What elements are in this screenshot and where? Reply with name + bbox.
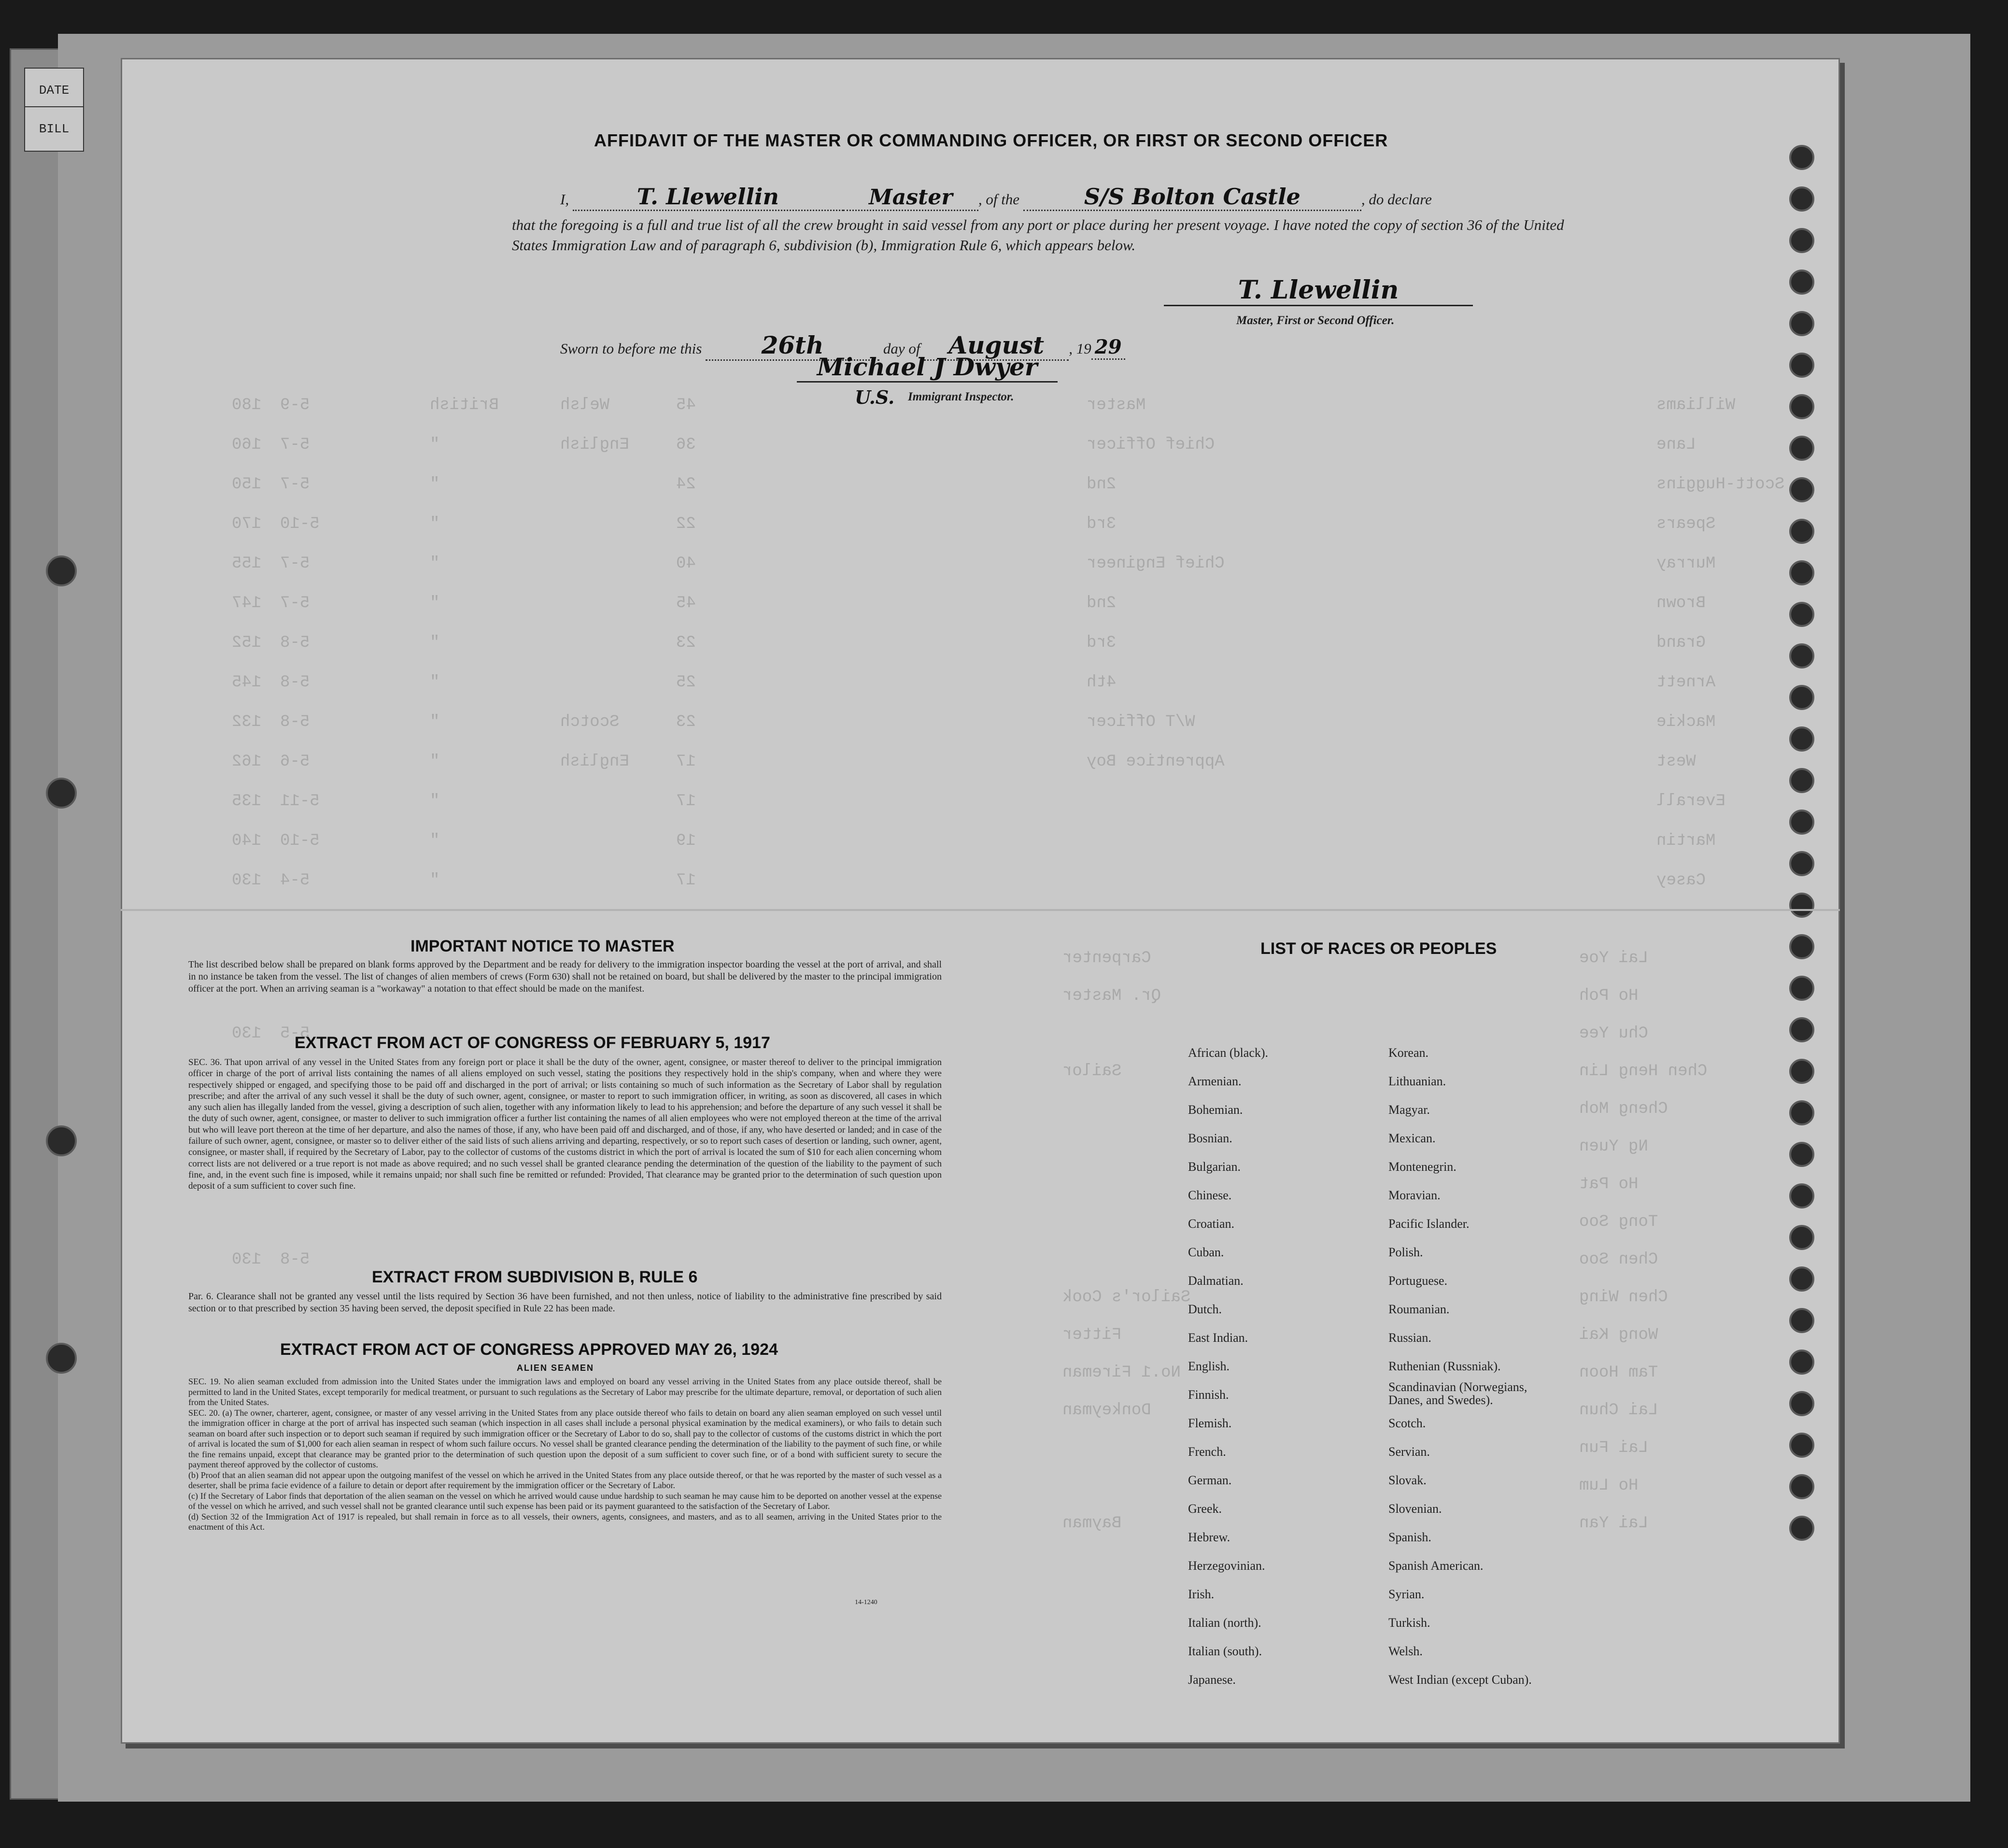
bleed-through-rank: Sailor [1062,1062,1122,1080]
bleed-through-name: Chen Wing [1579,1288,1668,1307]
race-item: Scotch. [1388,1416,1426,1430]
binding-hole [1789,1391,1814,1416]
bleed-through-ht: 5-9 [280,396,310,414]
bleed-through-age: 45 [676,396,696,414]
inspector-caption: Immigrant Inspector. [908,390,1014,403]
bleed-through-country: " [430,673,440,692]
binding-hole [1789,560,1814,585]
race-item: East Indian. [1188,1331,1248,1345]
bleed-through-country: " [430,515,440,533]
bleed-through-wt: 170 [232,515,262,533]
bleed-through-ht: 5-7 [280,554,310,573]
bleed-through-name: Ho Lum [1579,1477,1639,1495]
bleed-through-name: Casey [1656,871,1706,890]
race-item: Greek. [1188,1502,1222,1516]
binding-hole [1789,643,1814,668]
bleed-through-country: " [430,436,440,454]
binding-hole [1789,893,1814,918]
race-item: Armenian. [1188,1074,1242,1088]
manifest-page [121,58,1840,1744]
punch-hole [46,555,77,586]
binding-hole [1789,602,1814,627]
bleed-through-name: Chen Soo [1579,1251,1658,1269]
binding-hole [1789,228,1814,253]
bleed-through-name: Everall [1656,792,1725,810]
race-item: Bulgarian. [1188,1160,1241,1174]
bleed-through-rank: 2nd [1087,594,1117,612]
sec19-text: SEC. 19. No alien seaman excluded from admission into the United States under the immigration laws and employed on board any vessel arriving in the United States from any place outside thereof, shall be permitted to land in the United States, except temporarily for medical treatment, or pursuant to such regulations as the Secretary of Labor may prescribe for the ultimate departure, removal, or deportation of such alien from the United States. [188,1377,942,1407]
race-item: Roumanian. [1388,1302,1450,1316]
rank-handwritten: Master [843,185,978,211]
race-item: West Indian (except Cuban). [1388,1673,1532,1687]
binding-hole [1789,1100,1814,1125]
race-item: Ruthenian (Russniak). [1388,1359,1501,1373]
binding-hole [1789,145,1814,170]
bleed-through-ht: 5-10 [280,515,320,533]
bleed-through-ht: 5-7 [280,594,310,612]
day-handwritten: 26th [706,331,879,361]
race-item: Lithuanian. [1388,1074,1446,1088]
extract-1917-text: SEC. 36. That upon arrival of any vessel in the United States from any foreign port or place it shall be the duty of the owner, agent, consignee, or master thereof to deliver to the principal immigration officer in charge of the port of arrival lists containing the names of all aliens employed on such vessel, stating the positions they respectively hold in the ship's company, when and where they were respectively shipped or engaged, and specifying those to be paid off and discharged in the port of arrival; or lists containing so much of such information as the Secretary of Labor shall by regulation prescribe; and after the arrival of any such vessel it shall be the duty of such owner, agent, consignee, or master to report to such immigration officer, in writing, as soon as discovered, all cases in which any such alien has illegally landed from the vessel, giving a description of such alien, together with any information likely to lead to his apprehension; and before the departure of any such vessel it shall be the duty of such owner, agent, consignee, or master to deliver to such immigration officer a further list containing the names of all alien employees who were not employed thereon at the time of the arrival but who will leave port thereon at the time of her departure, and also the names of those, if any, who have been paid off and discharged, and of those, if any, who have deserted or landed; and in case of the failure of such owner, agent, consignee, or master so to deliver either of the said lists of such aliens arriving and departing, respectively, or so to report such cases of desertion or landing, such owner, agent, consignee, or master shall, if required by the Secretary of Labor, pay to the collector of customs of the customs district in which the port of arrival is located the sum of $10 for each alien concerning whom correct lists are not delivered or a true report is not made as above required; and no such vessel shall be granted clearance pending the determination of the question of the liability to the payment of such fine, and, in the event such fine is imposed, while it remains unpaid; nor shall such fine be remitted or refunded: Provided, That clearance may be granted prior to the determination of such question upon deposit of a sum sufficient to cover such fine. [188,1057,942,1192]
binding-hole [1789,1225,1814,1250]
bleed-through-age: 40 [676,554,696,573]
bleed-through-age: 45 [676,594,696,612]
bleed-through-rank: 2nd [1087,475,1117,494]
binding-hole [1789,436,1814,461]
bleed-through-age: 19 [676,832,696,850]
bleed-through-name: Tam Hoon [1579,1364,1658,1382]
bleed-through-ht: 5-5 [280,1024,310,1043]
notice-text: The list described below shall be prepared on blank forms approved by the Department and be ready for delivery to the immigration inspector boarding the vessel at the port of arrival, and shall in no instance be taken from the vessel. The list of changes of alien members of crews (Form 630) shall not be retained on board, but shall be delivered by the master to the principal immigration officer at the port. When an arriving seaman is a "workaway" a notation to that effect should be made on the manifest. [188,959,942,994]
sworn-prefix: Sworn to before me this [560,340,702,357]
bleed-through-wt: 180 [232,396,262,414]
bleed-through-nat: English [560,753,629,771]
race-item: Mexican. [1388,1131,1436,1145]
bleed-through-wt: 150 [232,475,262,494]
bleed-through-ht: 5-8 [280,713,310,731]
extract-rule6-text: Par. 6. Clearance shall not be granted any vessel until the lists required by Section 36 have been furnished, and not then unless, notice of liability to the administrative fine prescribed by said section or to that prescribed by section 35 having been served, the deposit specified in Rule 22 has been made. [188,1291,942,1314]
bleed-through-name: Chu Yee [1579,1024,1648,1043]
binding-hole [1789,726,1814,752]
races-column-1 [1188,1038,1268,1694]
bleed-through-nat: Scotch [560,713,620,731]
race-item: Spanish American. [1388,1559,1484,1573]
bleed-through-wt: 132 [232,713,262,731]
punch-hole [46,778,77,809]
sec20a-text: SEC. 20. (a) The owner, charterer, agent, consignee, or master of any vessel arriving in the United States from any place outside thereof who fails to detain on board any alien seaman employed on such vessel until the immigration officer in charge at the port of arrival has inspected such seaman (which inspection in all cases shall include a personal physical examination by the medical examiners), or who fails to detain such seaman on board after such inspection or to deport such seaman if required by such immigration officer or the Secretary of Labor to do so, shall pay to the collector of customs of the customs district in which the port of arrival is located the sum of $1,000 for each alien seaman in respect of whom such failure occurs. No vessel shall be granted clearance pending the determination of the liability to the payment of such fine, or while the fine remains unpaid, except that clearance may be granted prior to the determination of such question upon the deposit of a sum sufficient to cover such fine, or of a bond with sufficient surety to secure the payment thereof approved by the collector of customs. [188,1407,942,1469]
bleed-through-name: Tong Soo [1579,1213,1658,1231]
extract-1924-title: EXTRACT FROM ACT OF CONGRESS APPROVED MAY 26, 1924 [280,1340,778,1359]
bleed-through-age: 17 [676,792,696,810]
affidavit-title: AFFIDAVIT OF THE MASTER OR COMMANDING OFFICER, OR FIRST OR SECOND OFFICER [594,130,1388,150]
bleed-through-wt: 145 [232,673,262,692]
bleed-through-name: Lai Yan [1579,1514,1648,1533]
race-item: Flemish. [1188,1416,1232,1430]
race-item: Portuguese. [1388,1274,1448,1288]
signer-name-handwritten: T. Llewellin [573,184,843,211]
race-item: Polish. [1388,1245,1423,1259]
race-item: English. [1188,1359,1230,1373]
bleed-through-country: " [430,753,440,771]
binding-hole [1789,477,1814,502]
race-item: Italian (north). [1188,1616,1261,1630]
bleed-through-wt: 162 [232,753,262,771]
punch-hole [46,1343,77,1374]
bleed-through-name: Cheng Moh [1579,1100,1668,1118]
race-item: Italian (south). [1188,1644,1262,1658]
race-item: Servian. [1388,1445,1430,1459]
form-number: 14-1240 [855,1599,877,1606]
bleed-through-rank: Qr. Master [1062,987,1161,1005]
bleed-through-name: Williams [1656,396,1736,414]
race-item: Dalmatian. [1188,1274,1244,1288]
race-item: Turkish. [1388,1616,1430,1630]
bleed-through-country: " [430,594,440,612]
binding-hole [1789,1516,1814,1541]
bleed-through-rank: 4th [1087,673,1117,692]
binding-hole [1789,1059,1814,1084]
bleed-through-wt: 130 [232,1024,262,1043]
margin-tab-bill: BILL [24,106,84,152]
race-item: Slovenian. [1388,1502,1442,1516]
bleed-through-name: Mackie [1656,713,1716,731]
bleed-through-wt: 155 [232,554,262,573]
bleed-through-name: Arnett [1656,673,1716,692]
extract-rule6-title: EXTRACT FROM SUBDIVISION B, RULE 6 [372,1268,698,1286]
bleed-through-name: Ng Yuen [1579,1137,1648,1156]
bleed-through-name: Brown [1656,594,1706,612]
bleed-through-rank: Master [1087,396,1146,414]
bleed-through-wt: 130 [232,871,262,890]
binding-hole [1789,851,1814,876]
affidavit-suffix: , do declare [1361,191,1432,208]
bleed-through-wt: 147 [232,594,262,612]
bleed-through-name: Lane [1656,436,1696,454]
bleed-through-country: " [430,871,440,890]
race-item: Finnish. [1188,1388,1229,1402]
vessel-name-handwritten: S/S Bolton Castle [1023,184,1361,211]
race-item: Chinese. [1188,1188,1232,1202]
bleed-through-ht: 5-7 [280,475,310,494]
binding-hole [1789,810,1814,835]
bleed-through-ht: 5-4 [280,871,310,890]
race-item: Herzegovinian. [1188,1559,1265,1573]
year-handwritten: 29 [1091,336,1125,360]
bleed-through-rank: Chief Officer [1087,436,1215,454]
race-item: Slovak. [1388,1473,1427,1487]
race-item: Syrian. [1388,1587,1425,1601]
bleed-through-rank: Carpenter [1062,949,1151,967]
bleed-through-age: 25 [676,673,696,692]
page-fold-line [121,909,1840,911]
bleed-through-rank: Fitter [1062,1326,1122,1344]
bleed-through-rank: 3rd [1087,634,1117,652]
affidavit-prefix: I, [560,191,569,208]
bleed-through-name: Scott-Huggins [1656,475,1785,494]
bleed-through-age: 17 [676,871,696,890]
master-signature-handwritten: T. Llewellin [1164,275,1473,306]
bleed-through-ht: 5-8 [280,634,310,652]
binding-hole [1789,1474,1814,1499]
bleed-through-name: Grand [1656,634,1706,652]
bleed-through-rank: No.1 Fireman [1062,1364,1181,1382]
binding-hole [1789,934,1814,959]
race-item: Croatian. [1188,1217,1235,1231]
race-item: Scandinavian (Norwegians, Danes, and Swedes). [1388,1380,1527,1407]
year-prefix: , 19 [1069,340,1091,357]
bleed-through-country: " [430,832,440,850]
binding-hole [1789,1433,1814,1458]
bleed-through-rank: Chief Engineer [1087,554,1225,573]
bleed-through-wt: 135 [232,792,262,810]
race-item: Korean. [1388,1046,1429,1060]
bleed-through-age: 23 [676,713,696,731]
races-column-2 [1388,1038,1562,1694]
bleed-through-country: " [430,713,440,731]
bleed-through-wt: 130 [232,1251,262,1269]
race-item: Moravian. [1388,1188,1441,1202]
signature-caption: Master, First or Second Officer. [1236,314,1395,327]
binding-hole [1789,1183,1814,1208]
race-item: Montenegrin. [1388,1160,1457,1174]
bleed-through-wt: 140 [232,832,262,850]
notice-title: IMPORTANT NOTICE TO MASTER [410,937,675,955]
bleed-through-age: 36 [676,436,696,454]
sec20d-text: (d) Section 32 of the Immigration Act of 1917 is repealed, but shall remain in force as to all vessels, their owners, agents, consignees, and masters, and as to all seamen, arriving in the United States prior to the enactment of this Act. [188,1511,942,1532]
bleed-through-ht: 5-6 [280,753,310,771]
race-item: Russian. [1388,1331,1431,1345]
races-title: LIST OF RACES OR PEOPLES [1260,939,1497,958]
race-item: Pacific Islander. [1388,1217,1470,1231]
binding-hole [1789,1308,1814,1333]
race-item: Magyar. [1388,1103,1430,1117]
bleed-through-nat: English [560,436,629,454]
bleed-through-ht: 5-7 [280,436,310,454]
bleed-through-name: Lai Fun [1579,1439,1648,1457]
bleed-through-name: Wong Kai [1579,1326,1658,1344]
race-item: Bohemian. [1188,1103,1243,1117]
bleed-through-ht: 5-10 [280,832,320,850]
bleed-through-name: Lai Yoe [1579,949,1648,967]
bleed-through-rank: W/T Officer [1087,713,1195,731]
day-label: day of [883,340,920,357]
bleed-through-ht: 5-8 [280,1251,310,1269]
binding-hole [1789,1017,1814,1042]
bleed-through-country: " [430,792,440,810]
bleed-through-name: West [1656,753,1696,771]
bleed-through-country: " [430,554,440,573]
binding-hole [1789,976,1814,1001]
race-item: Irish. [1188,1587,1215,1601]
bleed-through-country: " [430,634,440,652]
race-item: German. [1188,1473,1232,1487]
bleed-through-name: Martin [1656,832,1716,850]
affidavit-line1 [560,184,1432,211]
binding-hole [1789,1350,1814,1375]
bleed-through-rank: Sailor's Cook [1062,1288,1191,1307]
bleed-through-name: Ho Poh [1579,987,1639,1005]
binding-hole [1789,768,1814,793]
binding-hole [1789,311,1814,336]
bleed-through-rank: Donkeyman [1062,1401,1151,1420]
binding-hole [1789,1142,1814,1167]
race-item: Cuban. [1188,1245,1224,1259]
punch-hole [46,1125,77,1156]
race-item: Spanish. [1388,1530,1431,1544]
race-item: Dutch. [1188,1302,1222,1316]
bleed-through-age: 24 [676,475,696,494]
bleed-through-age: 22 [676,515,696,533]
binding-hole [1789,1266,1814,1292]
binding-hole [1789,353,1814,378]
binding-hole [1789,186,1814,212]
binding-hole [1789,685,1814,710]
affidavit-mid: , of the [978,191,1020,208]
bleed-through-rank: Apprentice Boy [1087,753,1225,771]
bleed-through-country: " [430,475,440,494]
bleed-through-name: Ho Pat [1579,1175,1639,1194]
bleed-through-rank: Bayman [1062,1514,1122,1533]
bleed-through-age: 23 [676,634,696,652]
binding-hole [1789,394,1814,419]
bleed-through-name: Murray [1656,554,1716,573]
extract-1924-body [188,1377,942,1533]
affidavit-body: that the foregoing is a full and true list of all the crew brought in said vessel from any port or place during her present voyage. I have noted the copy of section 36 of the United States Immigration Law and of paragraph 6, subdivision (b), Immigration Rule 6, which appears below. [512,216,1564,254]
race-item: Hebrew. [1188,1530,1230,1544]
binding-hole [1789,519,1814,544]
extract-1917-title: EXTRACT FROM ACT OF CONGRESS OF FEBRUARY 5, 1917 [295,1034,770,1052]
inspector-signature-handwritten: Michael J Dwyer [797,353,1058,383]
binding-hole [1789,270,1814,295]
bleed-through-name: Chen Heng Lin [1579,1062,1708,1080]
bleed-through-rank: 3rd [1087,515,1117,533]
race-item: French. [1188,1445,1226,1459]
bleed-through-ht: 5-8 [280,673,310,692]
month-handwritten: August [924,331,1069,361]
race-item: Bosnian. [1188,1131,1232,1145]
margin-tab-date: DATE [24,68,84,113]
bleed-through-country: British [430,396,499,414]
bleed-through-nat: Welsh [560,396,610,414]
race-item: Japanese. [1188,1673,1236,1687]
race-item: African (black). [1188,1046,1269,1060]
bleed-through-wt: 160 [232,436,262,454]
sec20b-text: (b) Proof that an alien seaman did not appear upon the outgoing manifest of the vessel on which he arrived in the United States from any place outside thereof, or that he was reported by the master of such vessel as a deserter, shall be prima facie evidence of a failure to detain or deport after requirement by the immigration officer or the Secretary of Labor. [188,1470,942,1490]
race-item: Welsh. [1388,1644,1423,1658]
bleed-through-name: Spears [1656,515,1716,533]
sec20c-text: (c) If the Secretary of Labor finds that deportation of the alien seaman on the vessel on which he arrived would cause undue hardship to such seaman he may cause him to be deported on another vessel at the expense of the vessel on which he arrived, and such vessel shall not be granted clearance until such expense has been paid or its payment guaranteed to the satisfaction of the Secretary of Labor. [188,1491,942,1511]
extract-1924-subtitle: ALIEN SEAMEN [517,1363,594,1373]
bleed-through-wt: 152 [232,634,262,652]
inspector-stamp: U.S. [855,386,895,408]
bleed-through-age: 17 [676,753,696,771]
bleed-through-name: Lai Chun [1579,1401,1658,1420]
bleed-through-ht: 5-11 [280,792,320,810]
